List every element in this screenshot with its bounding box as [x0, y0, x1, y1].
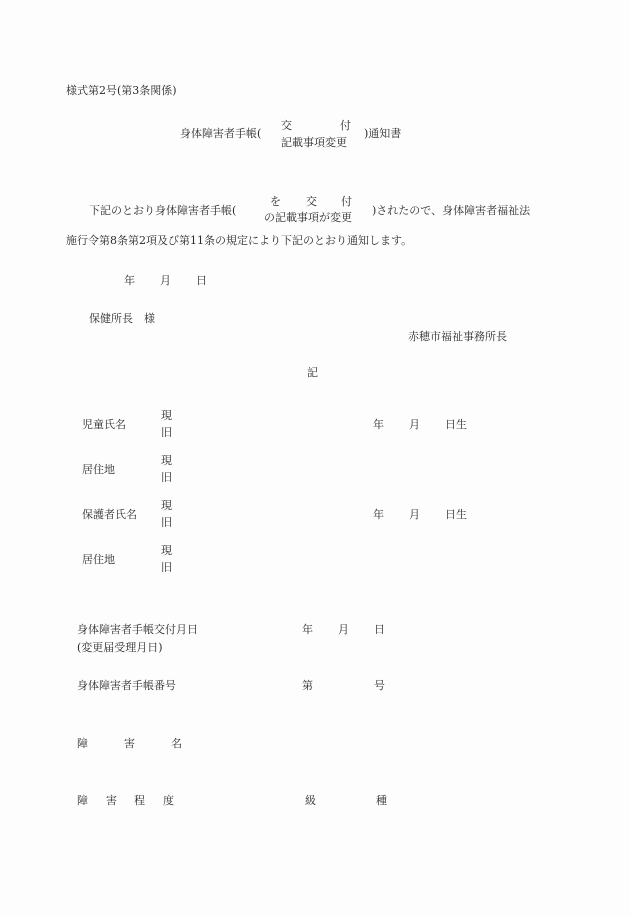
issue-date-year: 年 [302, 623, 313, 636]
current-former-marker [161, 455, 172, 483]
issue-date-day: 日 [374, 623, 385, 636]
issue-date-sublabel: (変更届受理月日) [77, 641, 163, 654]
person-label: 保護者氏名 [82, 508, 137, 521]
birth-month: 月 [409, 508, 420, 521]
title-option-bottom: 記載事項変更 [281, 136, 347, 149]
title-suffix: )通知書 [364, 127, 402, 140]
current-label: 現 [161, 499, 172, 512]
disability-name-char-3: 名 [171, 737, 182, 750]
addressee: 保健所長 様 [89, 312, 155, 325]
current-former-marker [161, 545, 172, 573]
date-month: 月 [160, 274, 171, 287]
form-number: 様式第2号(第3条関係) [66, 84, 177, 97]
date-day: 日 [196, 274, 207, 287]
disability-grade: 級 [305, 794, 316, 807]
sender: 赤穂市福祉事務所長 [408, 330, 507, 343]
issue-date-month: 月 [338, 623, 349, 636]
ki-heading: 記 [307, 366, 318, 379]
disability-degree-char-2: 害 [106, 794, 117, 807]
disability-name-char-2: 害 [124, 737, 135, 750]
birth-day: 日生 [445, 418, 467, 431]
handbook-number-prefix: 第 [302, 679, 313, 692]
former-label: 旧 [161, 471, 172, 484]
birth-year: 年 [373, 418, 384, 431]
person-label: 児童氏名 [82, 418, 126, 431]
person-label: 居住地 [82, 463, 115, 476]
current-label: 現 [161, 409, 172, 422]
title-option-top-right: 付 [340, 119, 351, 132]
disability-degree-char-3: 程 [134, 794, 145, 807]
former-label: 旧 [161, 561, 172, 574]
disability-name-char-1: 障 [77, 737, 88, 750]
body-option-top-3: 付 [341, 195, 352, 208]
title-prefix: 身体障害者手帳( [180, 127, 262, 140]
former-label: 旧 [161, 516, 172, 529]
handbook-number-suffix: 号 [374, 679, 385, 692]
current-former-marker [161, 500, 172, 528]
body-option-bottom: の記載事項が変更 [264, 211, 352, 224]
former-label: 旧 [161, 426, 172, 439]
body-line1-prefix: 下記のとおり身体障害者手帳( [89, 204, 237, 217]
current-former-marker [161, 410, 172, 438]
handbook-number-label: 身体障害者手帳番号 [77, 679, 176, 692]
current-label: 現 [161, 544, 172, 557]
title-option-top-left: 交 [281, 119, 292, 132]
birth-month: 月 [409, 418, 420, 431]
date-year: 年 [124, 274, 135, 287]
birth-year: 年 [373, 508, 384, 521]
body-line2: 施行令第8条第2項及び第11条の規定により下記のとおり通知します。 [66, 234, 413, 247]
disability-type: 種 [376, 794, 387, 807]
body-option-top-2: 交 [306, 195, 317, 208]
current-label: 現 [161, 454, 172, 467]
person-label: 居住地 [82, 553, 115, 566]
body-option-top-1: を [270, 195, 281, 208]
birth-day: 日生 [445, 508, 467, 521]
disability-degree-char-1: 障 [77, 794, 88, 807]
issue-date-label: 身体障害者手帳交付月日 [77, 623, 198, 636]
disability-degree-char-4: 度 [163, 794, 174, 807]
body-line1-suffix: )されたので、身体障害者福祉法 [372, 204, 531, 217]
